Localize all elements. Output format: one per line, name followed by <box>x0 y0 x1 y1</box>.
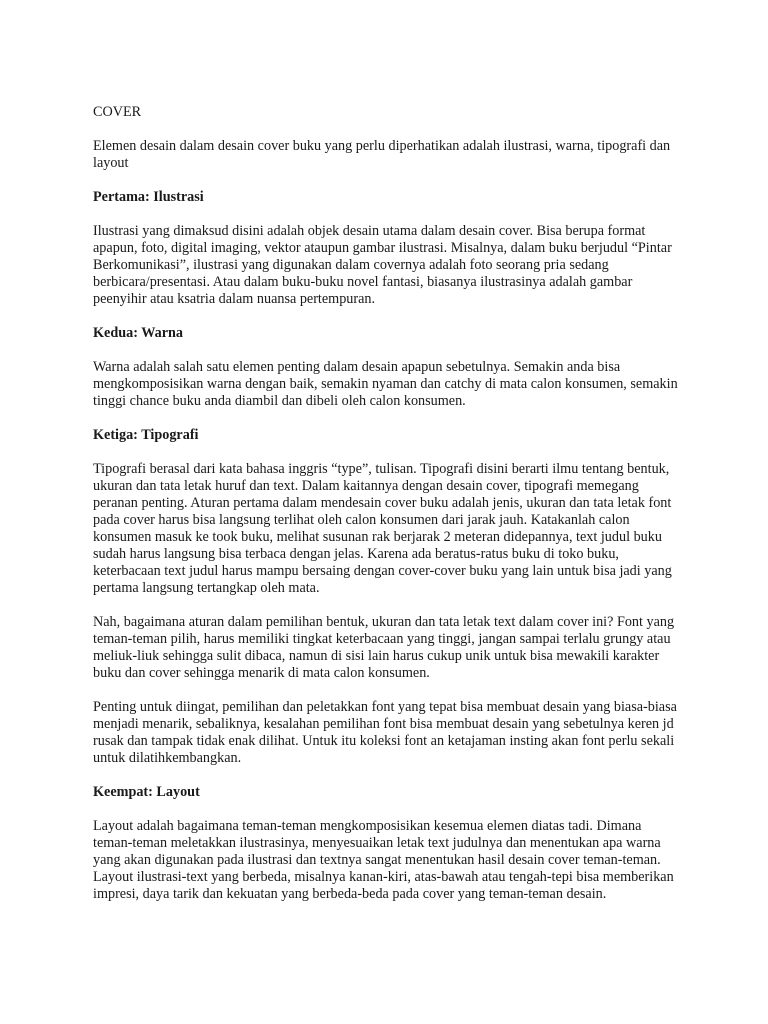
section-paragraph: Nah, bagaimana aturan dalam pemilihan bentuk, ukuran dan tata letak text dalam cover ini? Font yang teman-teman pilih, harus memiliki tingkat keterbacaan yang tinggi, jangan sampai terlalu grungy atau meliuk-liuk sehingga sulit dibaca, namun di sisi lain harus cukup unik untuk bisa mewakili karakter buku dan cover sehingga menarik di mata calon konsumen. <box>93 614 675 681</box>
section-heading: Pertama: Ilustrasi <box>93 189 204 205</box>
section-layout <box>93 784 683 903</box>
section-heading: Ketiga: Tipografi <box>93 427 199 443</box>
section-heading: Kedua: Warna <box>93 325 184 341</box>
section-paragraph: Layout adalah bagaimana teman-teman mengkomposisikan kesemua elemen diatas tadi. Dimana teman-teman meletakkan ilustrasinya, menyesuaikan letak text judulnya dan menentukan apa warna yang akan digunakan pada ilustrasi dan textnya sangat menentukan hasil desain cover teman-teman. Layout ilustrasi-text yang berbeda, misalnya kanan-kiri, atas-bawah atau tengah-tepi bisa memberikan impresi, daya tarik dan kekuatan yang berbeda-beda pada cover yang teman-teman desain. <box>93 818 674 902</box>
section-warna <box>93 325 683 410</box>
section-paragraph: Ilustrasi yang dimaksud disini adalah objek desain utama dalam desain cover. Bisa berupa format apapun, foto, digital imaging, vektor ataupun gambar ilustrasi. Misalnya, dalam buku berjudul “Pintar Berkomunikasi”, ilustrasi yang digunakan dalam covernya adalah foto seorang pria sedang berbicara/presentasi. Atau dalam buku-buku novel fantasi, biasanya ilustrasinya adalah gambar peenyihir atau ksatria dalam nuansa pertempuran. <box>93 223 672 307</box>
section-tipografi <box>93 427 683 767</box>
section-heading: Keempat: Layout <box>93 784 200 800</box>
section-ilustrasi <box>93 189 683 308</box>
document-title: COVER <box>93 104 142 120</box>
section-paragraph: Penting untuk diingat, pemilihan dan peletakkan font yang tepat bisa membuat desain yang biasa-biasa menjadi menarik, sebaliknya, kesalahan pemilihan font bisa membuat desain yang sebetulnya keren jd rusak dan tampak tidak enak dilihat. Untuk itu koleksi font an ketajaman insting akan font perlu sekali untuk dilatihkembangkan. <box>93 699 677 766</box>
document-page <box>93 104 683 920</box>
section-paragraph: Warna adalah salah satu elemen penting dalam desain apapun sebetulnya. Semakin anda bisa mengkomposisikan warna dengan baik, semakin nyaman dan catchy di mata calon konsumen, semakin tinggi chance buku anda diambil dan dibeli oleh calon konsumen. <box>93 359 678 409</box>
intro-paragraph: Elemen desain dalam desain cover buku yang perlu diperhatikan adalah ilustrasi, warna, tipografi dan layout <box>93 138 671 171</box>
section-paragraph: Tipografi berasal dari kata bahasa inggris “type”, tulisan. Tipografi disini berarti ilmu tentang bentuk, ukuran dan tata letak huruf dan text. Dalam kaitannya dengan desain cover, tipografi memegang peranan penting. Aturan pertama dalam mendesain cover buku adalah jenis, ukuran dan tata letak font pada cover harus bisa langsung terlihat oleh calon konsumen dari jarak jauh. Katakanlah calon konsumen masuk ke took buku, melihat susunan rak berjarak 2 meteran didepannya, text judul buku sudah harus langsung bisa terbaca dengan jelas. Karena ada beratus-ratus buku di toko buku, keterbacaan text judul harus mampu bersaing dengan cover-cover buku yang lain untuk bisa jadi yang pertama langsung tertangkap oleh mata. <box>93 461 672 596</box>
